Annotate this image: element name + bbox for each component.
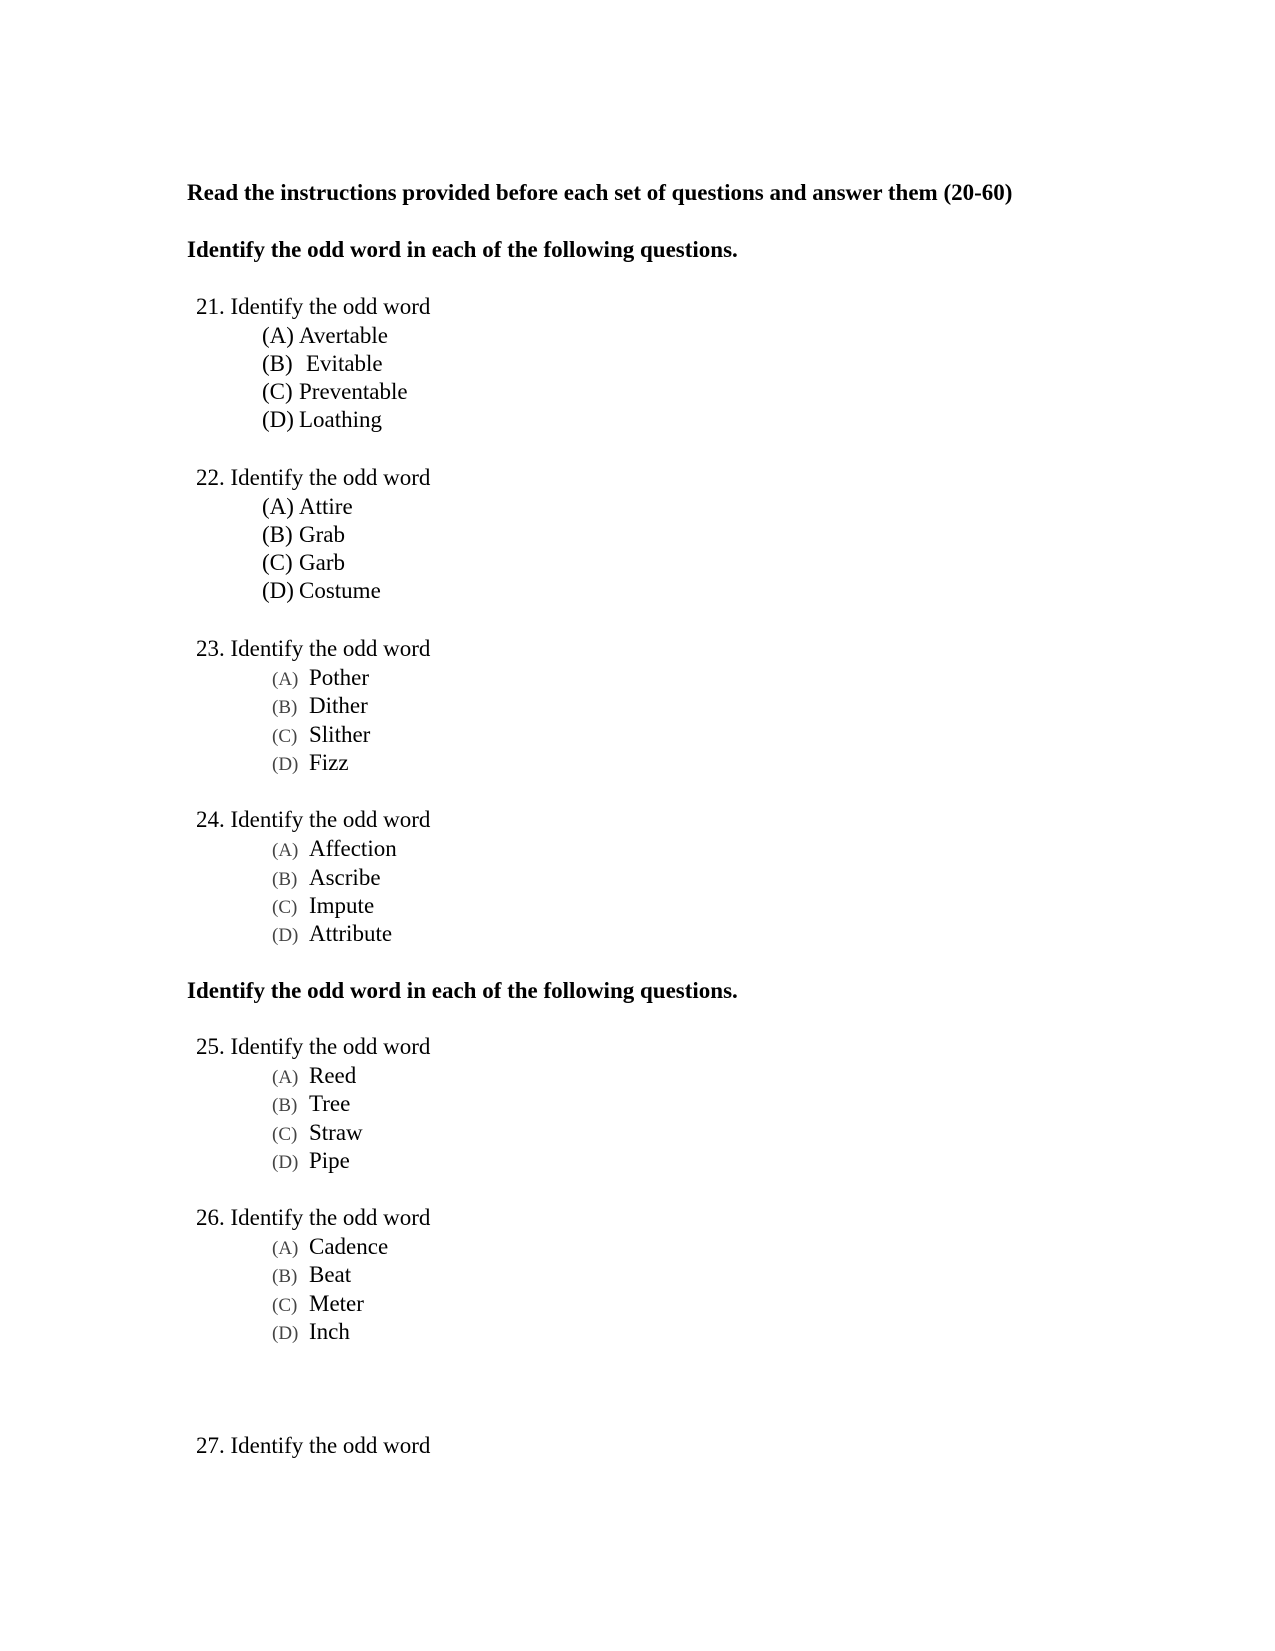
option-text: Garb (299, 550, 345, 575)
option-a (272, 1064, 356, 1087)
option-a (262, 324, 388, 347)
option-letter: (D) (272, 754, 299, 775)
option-text: Inch (309, 1319, 350, 1344)
option-d (272, 1320, 350, 1343)
question-title: 24. Identify the odd word (196, 807, 431, 832)
option-letter: (C) (272, 1295, 298, 1316)
option-letter: (C) (262, 379, 293, 404)
option-text: Affection (309, 836, 397, 861)
option-letter: (D) (272, 1323, 299, 1344)
option-a (272, 666, 369, 689)
option-text: Slither (309, 722, 371, 747)
option-letter: (B) (262, 522, 293, 547)
question-title: 23. Identify the odd word (196, 636, 431, 661)
option-text: Straw (309, 1120, 363, 1145)
option-b (262, 523, 345, 546)
option-c (262, 551, 345, 574)
option-text: Fizz (309, 750, 349, 775)
option-c (272, 723, 370, 746)
option-c (272, 1292, 364, 1315)
option-text: Grab (299, 522, 345, 547)
option-text: Reed (309, 1063, 357, 1088)
question-title: 21. Identify the odd word (196, 294, 431, 319)
option-text: Dither (309, 693, 368, 718)
option-text: Attire (299, 494, 353, 519)
option-c (262, 380, 408, 403)
option-letter: (A) (262, 323, 294, 348)
option-letter: (C) (272, 726, 298, 747)
option-b (272, 1092, 350, 1115)
option-text: Attribute (309, 921, 393, 946)
instructions-heading: Read the instructions provided before each set of questions and answer them (20-60) (187, 180, 1013, 205)
section-heading: Identify the odd word in each of the following questions. (187, 237, 738, 262)
option-text: Pother (309, 665, 370, 690)
option-letter: (B) (262, 351, 293, 376)
option-d (262, 579, 381, 602)
option-c (272, 894, 374, 917)
option-letter: (A) (272, 1067, 299, 1088)
option-text: Evitable (306, 351, 383, 376)
option-text: Loathing (299, 407, 383, 432)
option-letter: (D) (272, 1152, 299, 1173)
option-text: Avertable (299, 323, 388, 348)
option-letter: (D) (262, 407, 294, 432)
option-b (272, 694, 368, 717)
question-title: 26. Identify the odd word (196, 1205, 431, 1230)
option-letter: (A) (262, 494, 294, 519)
option-letter: (D) (272, 925, 299, 946)
option-letter: (B) (272, 869, 298, 890)
option-letter: (B) (272, 1095, 298, 1116)
option-text: Meter (309, 1291, 364, 1316)
option-letter: (A) (272, 1238, 299, 1259)
option-letter: (C) (272, 897, 298, 918)
question-title: 22. Identify the odd word (196, 465, 431, 490)
option-text: Cadence (309, 1234, 389, 1259)
option-d (272, 1149, 350, 1172)
option-a (272, 1235, 388, 1258)
option-b (272, 1263, 351, 1286)
question-title: 25. Identify the odd word (196, 1034, 431, 1059)
option-text: Beat (309, 1262, 352, 1287)
option-c (272, 1121, 363, 1144)
option-letter: (A) (272, 840, 299, 861)
option-d (272, 922, 392, 945)
option-text: Preventable (299, 379, 408, 404)
option-letter: (B) (272, 697, 298, 718)
option-text: Pipe (309, 1148, 350, 1173)
option-b (262, 352, 383, 375)
section-heading: Identify the odd word in each of the following questions. (187, 978, 738, 1003)
option-b (272, 866, 381, 889)
option-text: Costume (299, 578, 381, 603)
option-letter: (D) (262, 578, 294, 603)
option-a (272, 837, 397, 860)
option-d (272, 751, 349, 774)
option-text: Tree (309, 1091, 351, 1116)
option-text: Impute (309, 893, 375, 918)
option-letter: (A) (272, 669, 299, 690)
question-title: 27. Identify the odd word (196, 1433, 431, 1458)
option-text: Ascribe (309, 865, 381, 890)
option-letter: (B) (272, 1266, 298, 1287)
option-a (262, 495, 353, 518)
option-letter: (C) (262, 550, 293, 575)
option-letter: (C) (272, 1124, 298, 1145)
option-d (262, 408, 382, 431)
